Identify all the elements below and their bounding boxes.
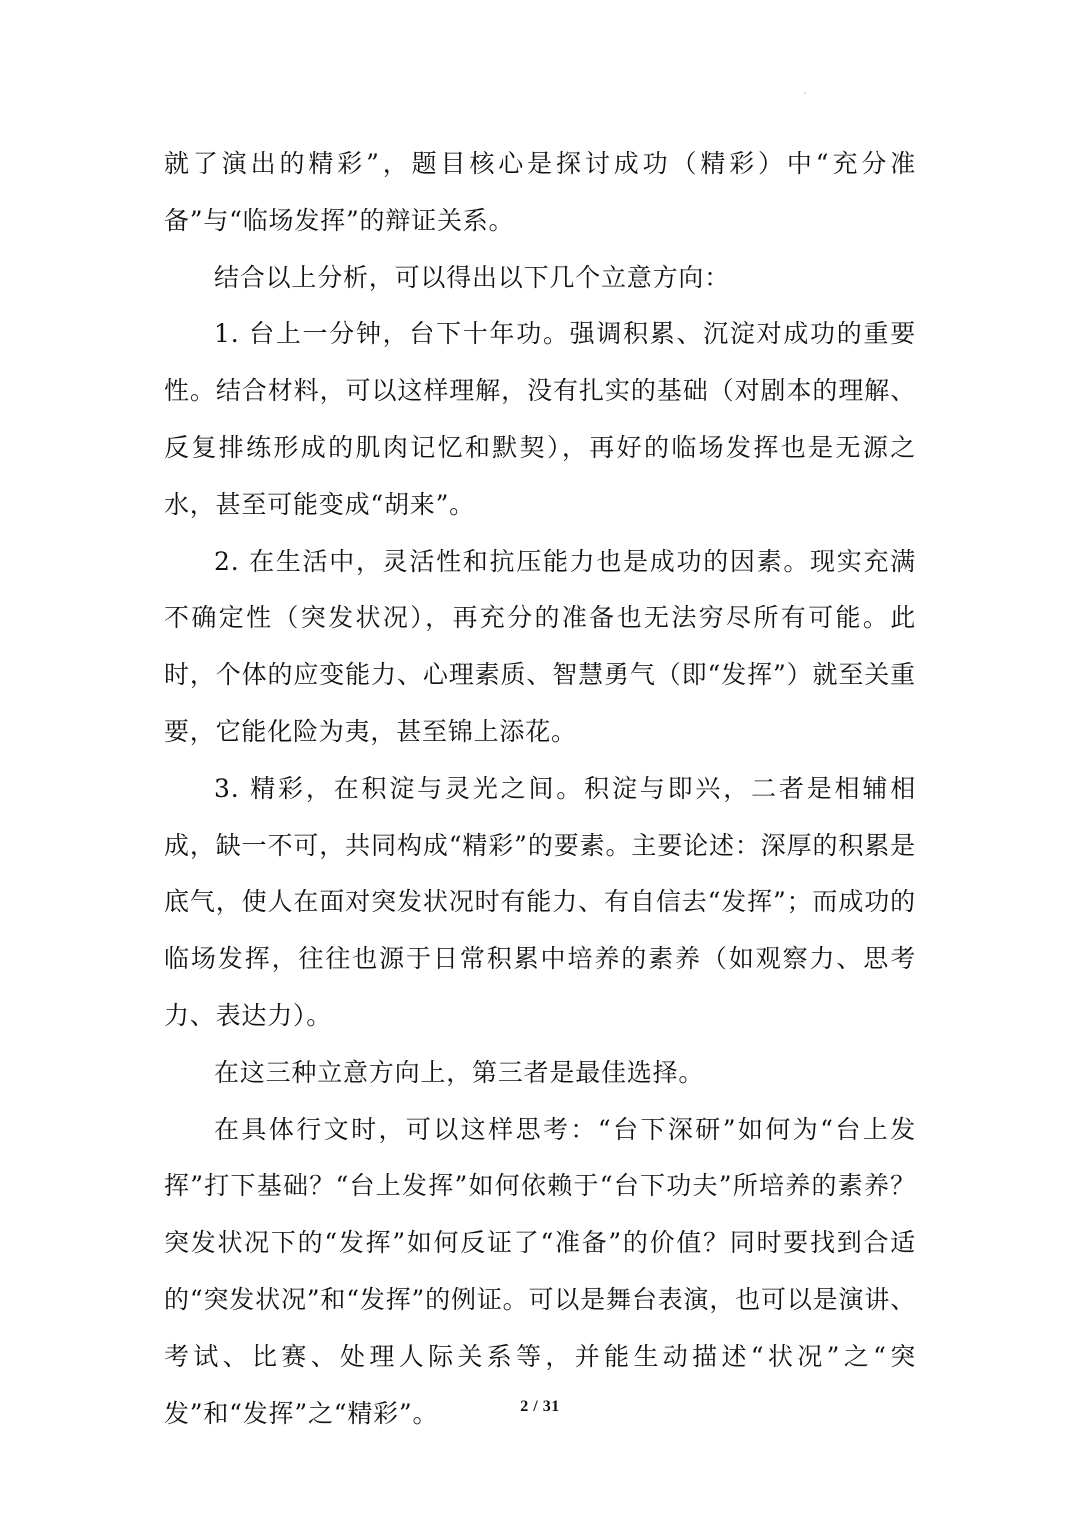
- paragraph-direction-1: 1. 台上一分钟，台下十年功。强调积累、沉淀对成功的重要性。结合材料，可以这样理解，没有扎实的基础（对剧本的理解、反复排练形成的肌肉记忆和默契），再好的临场发挥也是无源之水，甚至可能变成“胡来”。: [164, 319, 916, 519]
- document-body: [164, 136, 916, 1442]
- scan-dot: [804, 92, 806, 94]
- paragraph-direction-2: 2. 在生活中，灵活性和抗压能力也是成功的因素。现实充满不确定性（突发状况），再充分的准备也无法穷尽所有可能。此时，个体的应变能力、心理素质、智慧勇气（即“发挥”）就至关重要，它能化险为夷，甚至锦上添花。: [164, 546, 916, 746]
- page-number: 2 / 31: [520, 1398, 560, 1415]
- paragraph-writing-guidance: 在具体行文时，可以这样思考：“台下深研”如何为“台上发挥”打下基础？“台上发挥”如何依赖于“台下功夫”所培养的素养？突发状况下的“发挥”如何反证了“准备”的价值？同时要找到合适的“突发状况”和“发挥”的例证。可以是舞台表演，也可以是演讲、考试、比赛、处理人际关系等，并能生动描述“状况”之“突发”和“发挥”之“精彩”。: [164, 1114, 916, 1428]
- paragraph-summary: 结合以上分析，可以得出以下几个立意方向：: [214, 262, 731, 292]
- paragraph-direction-3: 3. 精彩，在积淀与灵光之间。积淀与即兴，二者是相辅相成，缺一不可，共同构成“精彩”的要素。主要论述：深厚的积累是底气，使人在面对突发状况时有能力、有自信去“发挥”；而成功的临场发挥，往往也源于日常积累中培养的素养（如观察力、思考力、表达力）。: [164, 773, 916, 1030]
- paragraph-best-choice: 在这三种立意方向上，第三者是最佳选择。: [214, 1057, 705, 1087]
- paragraph-continuation: 就了演出的精彩”，题目核心是探讨成功（精彩）中“充分准备”与“临场发挥”的辩证关系。: [164, 149, 916, 235]
